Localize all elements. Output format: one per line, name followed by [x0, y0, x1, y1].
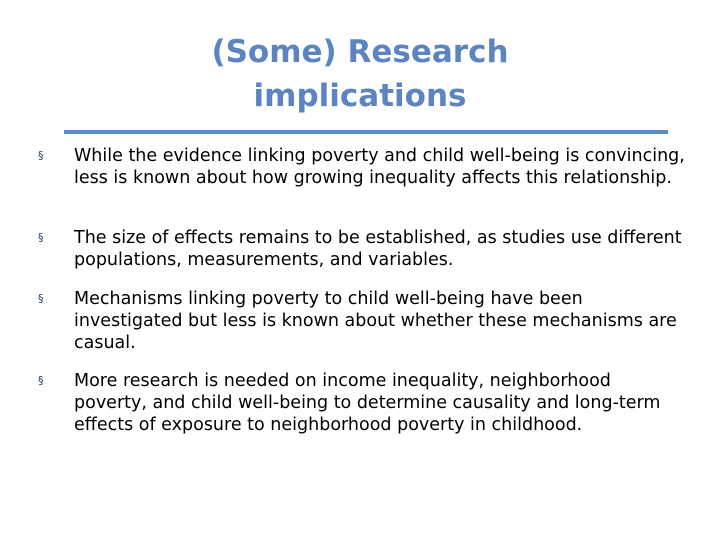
bullet-text: While the evidence linking poverty and child well-being is convincing, less is known about how growing inequality affects this relationship.	[74, 146, 685, 188]
bullet-marker-icon: §	[38, 149, 44, 162]
title-underline	[64, 130, 668, 134]
bullet-marker-icon: §	[38, 231, 44, 244]
bullet-marker-icon: §	[38, 374, 44, 387]
slide-title	[160, 30, 560, 118]
bullet-text: More research is needed on income inequality, neighborhood poverty, and child well-being to determine causality and long-term effects of exposure to neighborhood poverty in childhood.	[74, 371, 661, 435]
bullet-marker-icon: §	[38, 292, 44, 305]
title-line-1: (Some) Research	[211, 34, 509, 70]
bullet-text: The size of effects remains to be established, as studies use different populations, measurements, and variables.	[74, 228, 682, 270]
bullet-text: Mechanisms linking poverty to child well-being have been investigated but less is known about whether these mechanisms are casual.	[74, 289, 677, 353]
title-line-2: implications	[253, 78, 467, 114]
